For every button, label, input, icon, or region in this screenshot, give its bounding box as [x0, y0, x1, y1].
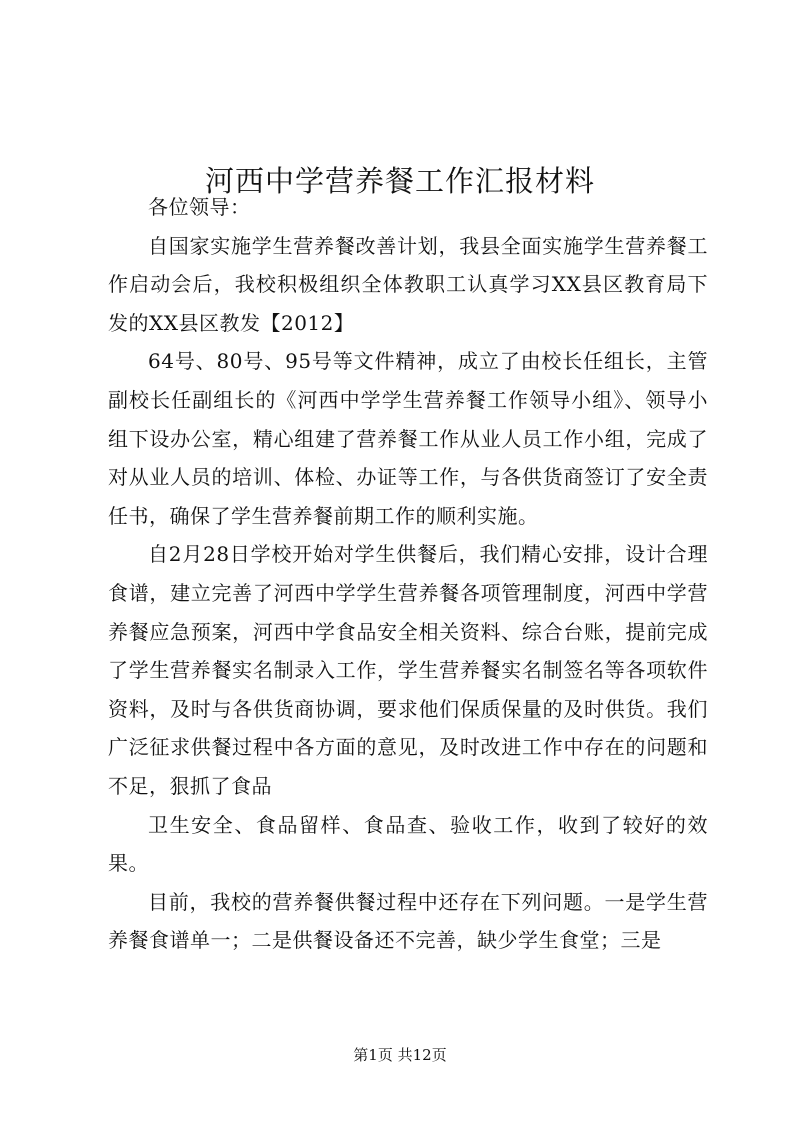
- document-title: 河西中学营养餐工作汇报材料: [204, 164, 595, 199]
- salutation-paragraph: 各位领导：: [148, 195, 251, 219]
- body-paragraph: 自国家实施学生营养餐改善计划，我县全面实施学生营养餐工作启动会后，我校积极组织全体教职工认真学习XX县区教育局下发的XX县区教发【2012】: [108, 233, 708, 335]
- body-paragraph: 目前，我校的营养餐供餐过程中还存在下列问题。一是学生营养餐食谱单一；二是供餐设备还不完善，缺少学生食堂；三是: [108, 889, 708, 953]
- body-paragraph: 64号、80号、95号等文件精神，成立了由校长任组长，主管副校长任副组长的《河西中学学生营养餐工作领导小组》、领导小组下设办公室，精心组建了营养餐工作从业人员工作小组，完成了对从业人员的培训、体检、办证等工作，与各供货商签订了安全责任书，确保了学生营养餐前期工作的顺利实施。: [108, 349, 708, 528]
- document-body: [108, 188, 708, 960]
- body-paragraph: 卫生安全、食品留样、食品查、验收工作，收到了较好的效果。: [108, 812, 708, 876]
- page-number-footer: 第1页 共12页: [353, 1046, 447, 1064]
- body-paragraph: 自2月28日学校开始对学生供餐后，我们精心安排，设计合理食谱，建立完善了河西中学学生营养餐各项管理制度，河西中学营养餐应急预案，河西中学食品安全相关资料、综合台账，提前完成了学生营养餐实名制录入工作，学生营养餐实名制签名等各项软件资料，及时与各供货商协调，要求他们保质保量的及时供货。我们广泛征求供餐过程中各方面的意见，及时改进工作中存在的问题和不足，狠抓了食品: [108, 542, 708, 798]
